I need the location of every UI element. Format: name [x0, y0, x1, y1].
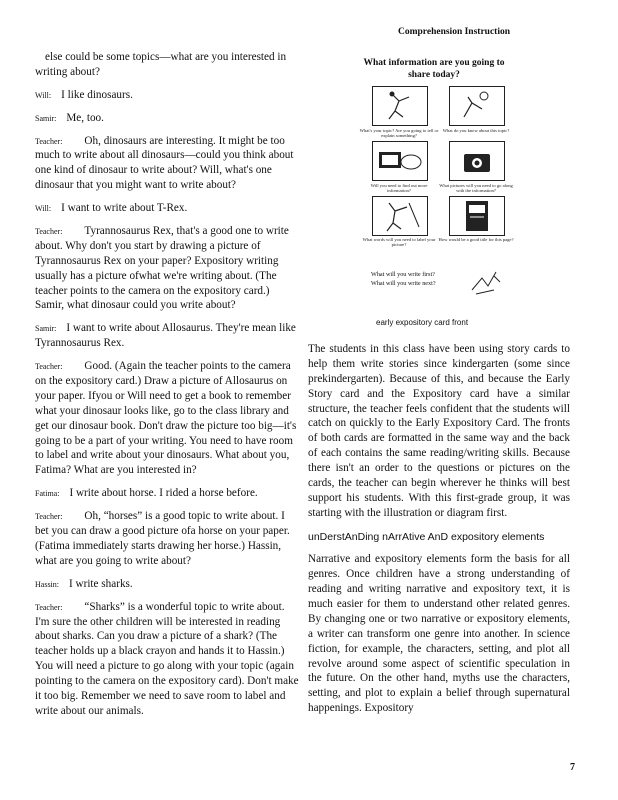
dialogue-paragraph: [35, 111, 300, 126]
speaker-label: Teacher:: [35, 362, 63, 372]
pointing-figure-icon: [373, 87, 427, 125]
dialogue-paragraph: [35, 509, 300, 569]
dialogue-paragraph: [35, 600, 300, 719]
knowledge-panel: [449, 86, 505, 126]
dialogue-text: “Sharks” is a wonderful topic to write about. I'm sure the other children will be interested in reading about sharks. Can you draw a picture of a shark? (The teacher holds up a black crayon and hands it to Hassin.) You will need a picture to go along with your topic (again pointing to the camera on the expository card). Don't make it too big. Remember we need to save room to label and write about our animals.: [35, 600, 299, 717]
sequence-questions: [371, 270, 436, 289]
panel-caption: What pictures will you need to go along with the information?: [439, 182, 513, 194]
body-paragraph: Narrative and expository elements form the basis for all genres. Once children have a strong understanding of reading and writing narrative and expository text, it is much easier for them to understand other related genres. By changing one or two narrative or expository elements, a writer can transform one genre into another. In science fiction, for example, the characters, setting, and plot all revolve around some aspect of scientific speculation in the future. On the other hand, myths use the characters, setting, and plot to explain a belief through supernatural happenings. Expository: [308, 553, 570, 715]
panel-caption: What words will you need to label your picture?: [362, 236, 436, 248]
dialogue-paragraph: [35, 359, 300, 478]
dialogue-text: I write sharks.: [69, 577, 133, 590]
speaker-label: Fatima:: [35, 489, 60, 499]
title-panel: [449, 196, 505, 236]
speaker-label: Samir:: [35, 113, 57, 123]
card-panels: [354, 86, 514, 246]
dialogue-paragraph: [35, 486, 300, 501]
page-number: 7: [570, 762, 575, 773]
speaker-label: Hassin:: [35, 579, 59, 589]
speaker-label: Will:: [35, 204, 52, 214]
panel-caption: Will you need to find out more information?: [370, 182, 428, 194]
thinking-figure-icon: [450, 87, 504, 125]
figure-caption: early expository card front: [376, 318, 469, 327]
research-panel: [372, 141, 428, 181]
dialogue-text: Oh, dinosaurs are interesting. It might be too much to write about all dinosaurs—could you think about one kind of dinosaur to write about? Will, what's one dinosaur that you might want to write about?: [35, 134, 294, 192]
speaker-label: Teacher:: [35, 512, 63, 522]
speaker-label: Teacher:: [35, 136, 63, 146]
body-column: [308, 342, 570, 724]
panel-caption: How would be a good title for this page?: [438, 236, 514, 242]
dialogue-paragraph: [35, 88, 300, 103]
dialogue-text: Tyrannosaurus Rex, that's a good one to write about. Why don't you start by drawing a picture of Tyrannosaurus Rex on your paper? Expository writing usually has a picture ofwhat we're writing about. (The teacher points to the camera on the expository card.) Samir, what dinosaur could you write about?: [35, 225, 289, 312]
dialogue-text: Oh, “horses” is a good topic to write about. I bet you can draw a good picture ofa horse on your paper. (Fatima immediately starts drawing her horse.) Hassin, what are you going to write about?: [35, 510, 290, 567]
question-next: What will you write next?: [371, 280, 436, 288]
dialogue-text: I write about horse. I rided a horse before.: [69, 487, 258, 500]
dialogue-paragraph: [35, 134, 300, 194]
speaker-label: Teacher:: [35, 602, 63, 612]
body-paragraph: The students in this class have been using story cards to help them write stories since kindergarten (some since prekindergarten). Because of this, and because the Early Story card and the Expository card have a similar structure, the teacher feels confident that the students will catch on quickly to the Early Expository Card. The fronts of both cards are formatted in the same way and the back of each contains the same reading/writing skills. Because there isn't an order to the questions or pictures on the cards, the teacher can begin wherever he thinks will best support his students. With this first-grade group, it was starting with the illustration or diagram first.: [308, 343, 570, 519]
sketch-doodle-icon: [466, 266, 506, 300]
dialogue-column: [35, 50, 300, 727]
dialogue-paragraph: [35, 321, 300, 351]
dialogue-paragraph: [35, 224, 300, 313]
speaker-label: Teacher:: [35, 227, 63, 237]
computer-icon: [373, 142, 427, 180]
dialogue-text: I want to write about Allosaurus. They're mean like Tyrannosaurus Rex.: [35, 322, 296, 350]
dialogue-paragraph: [35, 577, 300, 592]
dialogue-text: else could be some topics—what are you interested in writing about?: [35, 51, 287, 78]
panel-caption: What do you know about this topic?: [442, 127, 510, 133]
pictures-panel: [449, 141, 505, 181]
labels-panel: [372, 196, 428, 236]
speaker-label: Will:: [35, 90, 52, 100]
dialogue-text: Good. (Again the teacher points to the camera on the expository card.) Draw a picture of Allosaurus on your paper. Ifyou or Will need to get a book to remember what your dinosaur looks like, go to the class library and get our dinosaur book. Don't draw the picture too big—it's going to be a part of your writing. You need to have room to label and write about your dinosaurs. What about you, Fatima? What are you interested in?: [35, 360, 297, 477]
labeling-figure-icon: [373, 197, 427, 235]
dialogue-paragraph: [35, 50, 300, 80]
camera-icon: [450, 142, 504, 180]
running-head: Comprehension Instruction: [398, 27, 510, 37]
dialogue-text: Me, too.: [66, 111, 104, 124]
dialogue-text: I want to write about T-Rex.: [61, 202, 188, 215]
section-heading: unDerstAnDing nArrAtive AnD expository elements: [308, 530, 545, 543]
expository-card-figure: [354, 58, 514, 333]
dialogue-paragraph: [35, 201, 300, 216]
figure-title: What information are you going to share today?: [363, 58, 505, 80]
panel-caption: What's your topic? Are you going to tell or explain something?: [359, 127, 439, 139]
title-page-icon: [450, 197, 504, 235]
question-first: What will you write first?: [371, 271, 435, 278]
topic-panel: [372, 86, 428, 126]
dialogue-text: I like dinosaurs.: [61, 88, 133, 101]
speaker-label: Samir:: [35, 324, 57, 334]
